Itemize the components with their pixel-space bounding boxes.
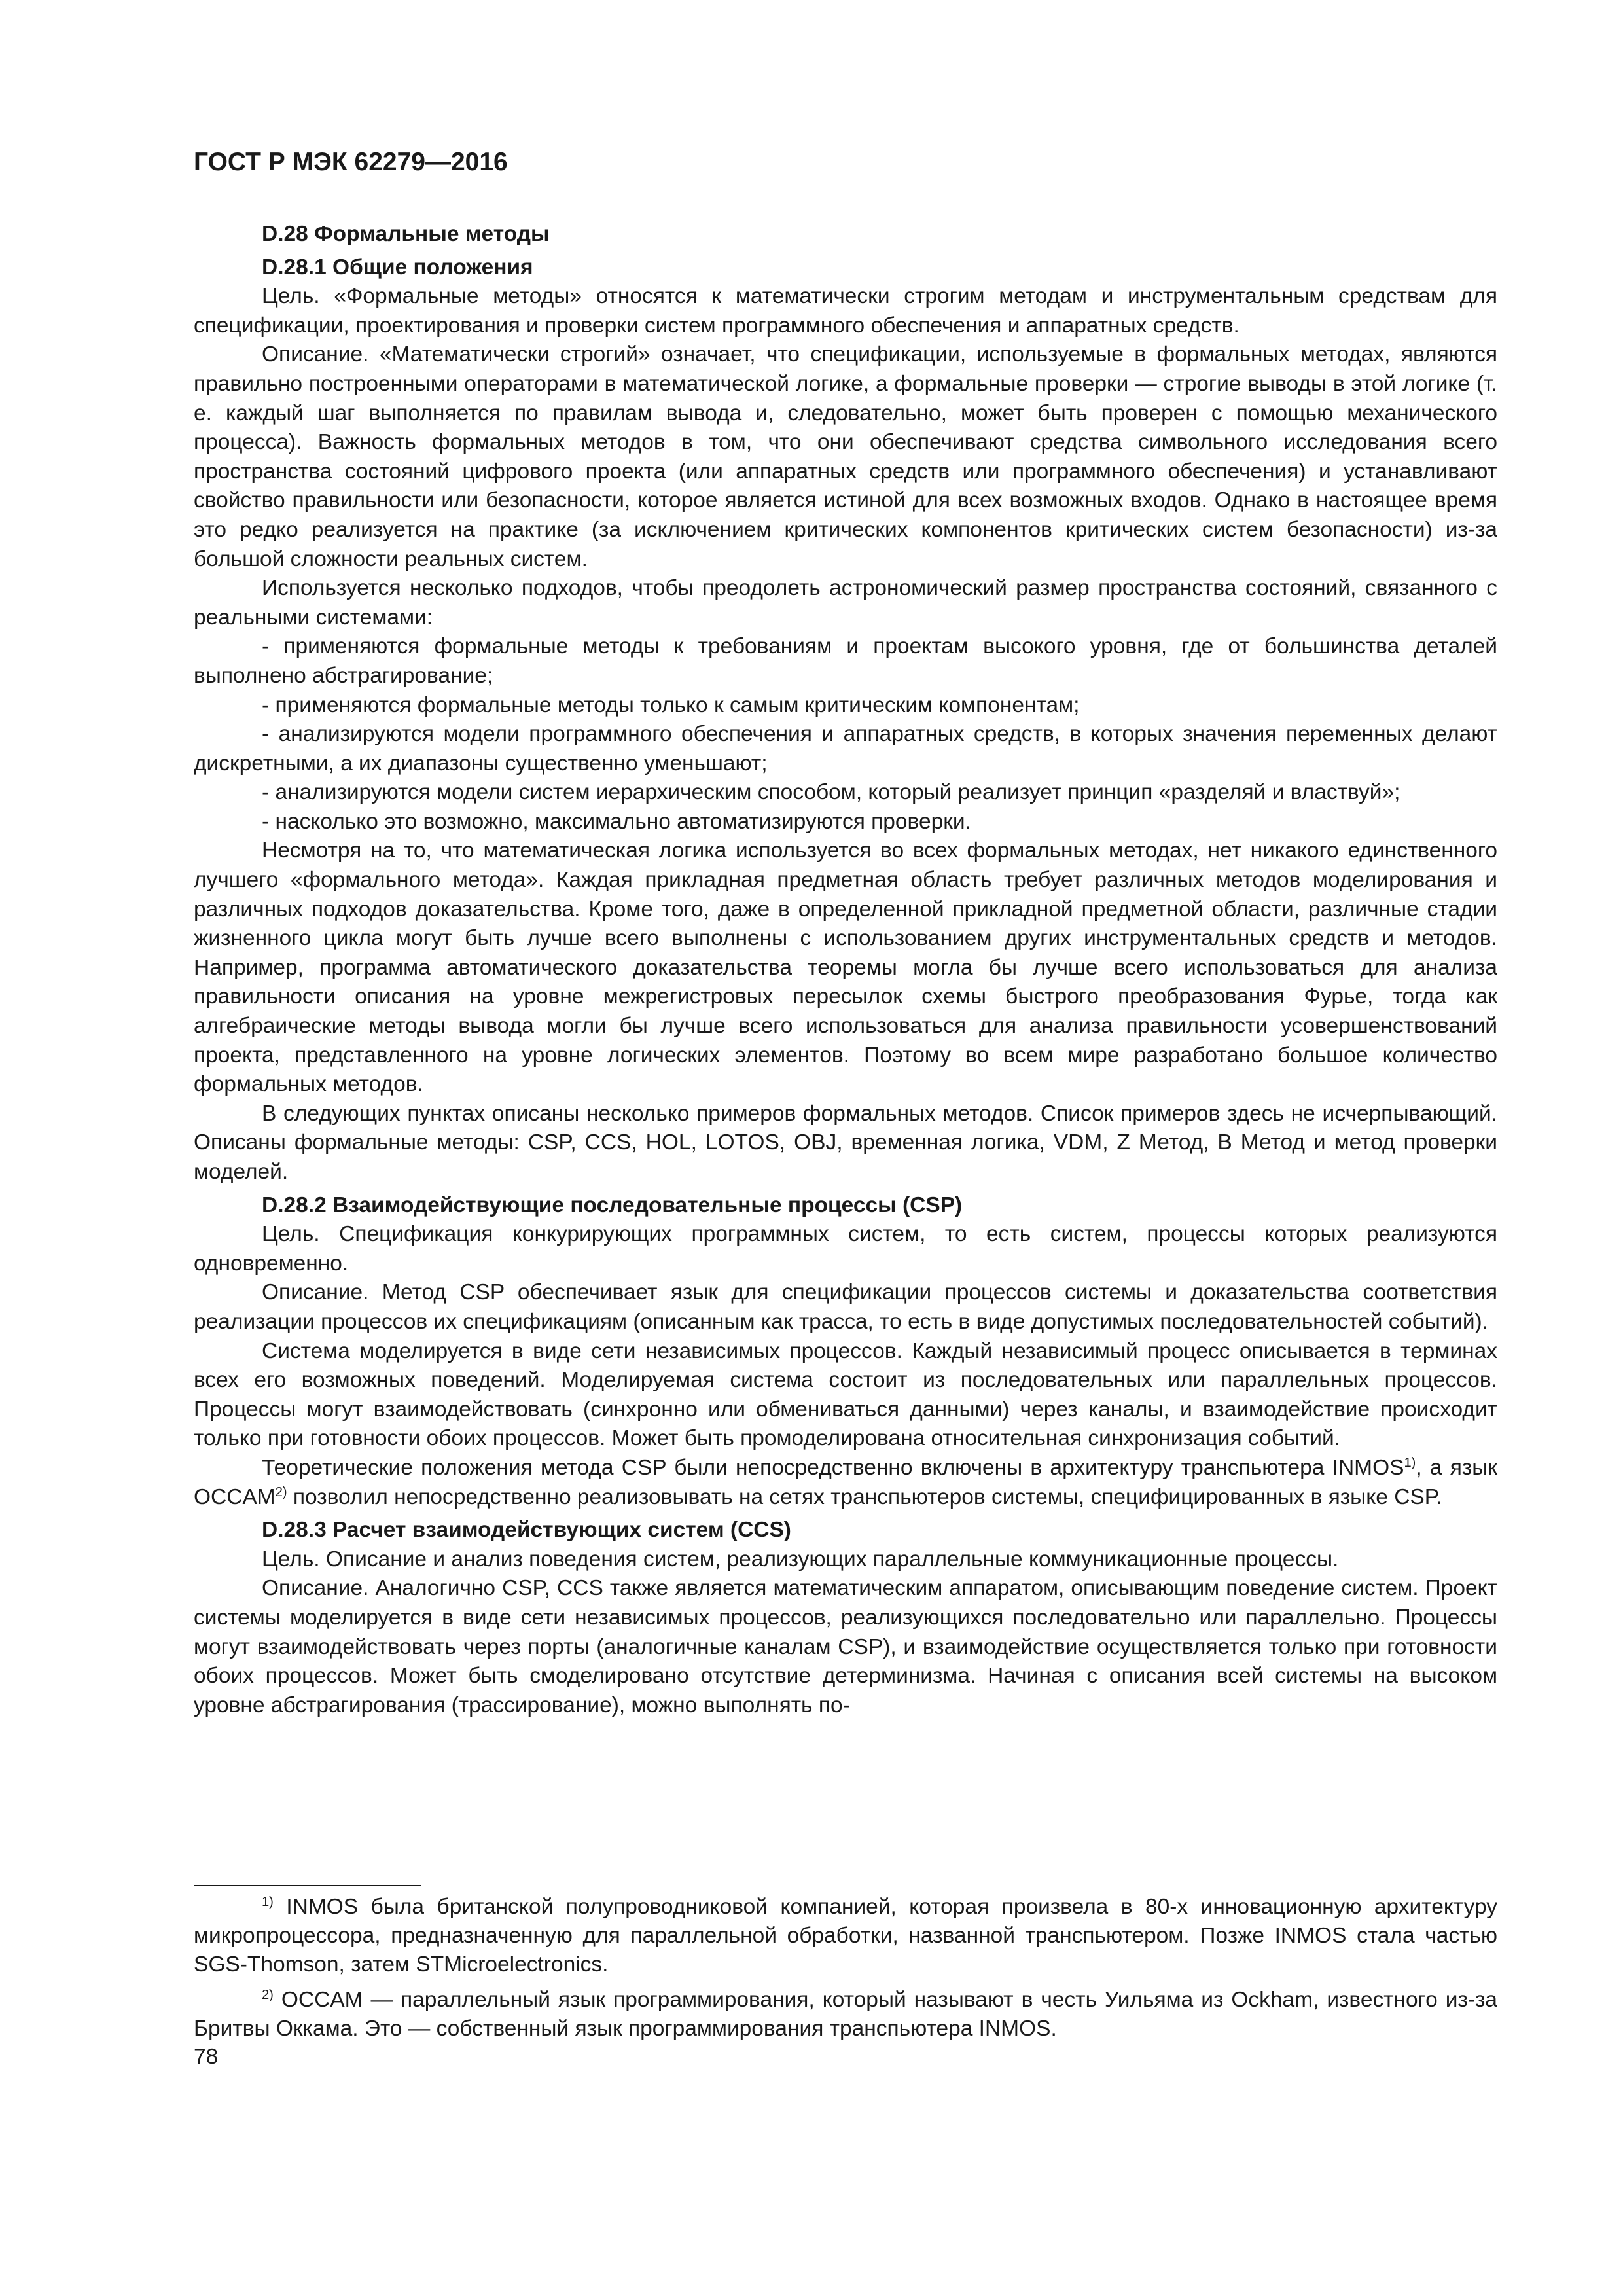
paragraph: Описание. «Математически строгий» означает, что спецификации, используемые в формальных методах, являются правильно построенными операторами в математической логике, а формальные проверки — строгие выводы в этой логике (т. е. каждый шаг выполняется по правилам вывода и, следовательно, может быть проверен с помощью механического процесса). Важность формальных методов в том, что они обеспечивают средства символьного исследования всего пространства состояний цифрового проекта (или аппаратных средств или программного обеспечения) и устанавливают свойство правильности или безопасности, которое является истиной для всех возможных входов. Однако в настоящее время это редко реализуется на практике (за исключением критических компонентов критических систем безопасности) из-за большой сложности реальных систем. (194, 342, 1497, 571)
paragraph: В следующих пунктах описаны несколько примеров формальных методов. Список примеров здесь не исчерпывающий. Описаны формальные методы: CSP, CCS, HOL, LOTOS, OBJ, временная логика, VDM, Z Метод, В Метод и метод проверки моделей. (194, 1101, 1497, 1184)
paragraph: Несмотря на то, что математическая логика используется во всех формальных методах, нет никакого единственного лучшего «формального метода». Каждая прикладная предметная область требует различных методов моделирования и различных подходов доказательства. Кроме того, даже в определенной прикладной предметной области, различные стадии жизненного цикла могут быть лучше всего выполнены с использованием других инструментальных средств и методов. Например, программа автоматического доказательства теоремы могла бы лучше всего использоваться для анализа правильности описания на уровне межрегистровых пересылок схемы быстрого преобразования Фурье, тогда как алгебраические методы вывода могли бы лучше всего использоваться для анализа правильности усовершенствований проекта, представленного на уровне логических элементов. Поэтому во всем мире разработано большое количество формальных методов. (194, 838, 1497, 1097)
paragraph-text: Теоретические положения метода CSP были непосредственно включены в архитектуру транспьютера INMOS (262, 1455, 1404, 1480)
list-item: - анализируются модели систем иерархическим способом, который реализует принцип «разделяй и властвуй»; (262, 780, 1400, 805)
paragraph: Цель. «Формальные методы» относятся к математически строгим методам и инструментальным средствам для спецификации, проектирования и проверки систем программного обеспечения и аппаратных средств. (194, 284, 1497, 338)
footnotes (194, 1893, 1497, 2050)
paragraph: Описание. Аналогично CSP, CCS также является математическим аппаратом, описывающим поведение систем. Проект системы моделируется в виде сети независимых процессов, реализующихся последовательно или параллельно. Процессы могут взаимодействовать через порты (аналогичные каналам CSP), и взаимодействие осуществляется только при готовности обоих процессов. Может быть смоделировано отсутствие детерминизма. Начиная с описания всей системы на высоком уровне абстрагирования (трассирование), можно выполнять по- (194, 1576, 1497, 1717)
main-content (194, 220, 1497, 1720)
paragraph: Используется несколько подходов, чтобы преодолеть астрономический размер пространства состояний, связанного с реальными системами: (194, 576, 1497, 630)
paragraph: Цель. Описание и анализ поведения систем, реализующих параллельные коммуникационные процессы. (262, 1547, 1339, 1571)
footnote-ref: 2) (275, 1484, 287, 1499)
page-number: 78 (194, 2045, 219, 2069)
footnote-text: OCCAM — параллельный язык программирования, который называют в честь Уильяма из Ockham, известного из-за Бритвы Оккама. Это — собственный язык программирования транспьютера INMOS. (194, 1988, 1497, 2041)
paragraph-text: , а язык OCCAM (194, 1455, 1497, 1509)
section-heading: D.28.3 Расчет взаимодействующих систем (CCS) (262, 1518, 791, 1543)
footnote-marker: 1) (262, 1894, 274, 1909)
footnote (194, 1893, 1497, 1979)
paragraph: Описание. Метод CSP обеспечивает язык для спецификации процессов системы и доказательства соответствия реализации процессов их спецификациям (описанным как трасса, то есть в виде допустимых последовательностей событий). (194, 1280, 1497, 1334)
footnote-marker: 2) (262, 1987, 274, 2002)
list-item: - применяются формальные методы только к самым критическим компонентам; (262, 692, 1080, 717)
footnote-text: INMOS была британской полупроводниковой компанией, которая произвела в 80-х инновационную архитектуру микропроцессора, предназначенную для параллельной обработки, названной транспьютером. Позже INMOS стала частью SGS-Thomson, затем STMicroelectronics. (194, 1895, 1497, 1977)
list-item: - анализируются модели программного обеспечения и аппаратных средств, в которых значения переменных делают дискретными, а их диапазоны существенно уменьшают; (194, 722, 1497, 776)
footnote-ref: 1) (1404, 1455, 1416, 1470)
section-heading: D.28.2 Взаимодействующие последовательные процессы (CSP) (262, 1193, 963, 1217)
footnote (194, 1986, 1497, 2043)
list-item: - насколько это возможно, максимально автоматизируются проверки. (262, 809, 971, 834)
paragraph: Цель. Спецификация конкурирующих программных систем, то есть систем, процессы которых реализуются одновременно. (194, 1222, 1497, 1276)
section-heading: D.28.1 Общие положения (262, 255, 533, 279)
document-code: ГОСТ Р МЭК 62279—2016 (194, 148, 508, 176)
paragraph: Система моделируется в виде сети независимых процессов. Каждый независимый процесс описывается в терминах всех его возможных поведений. Моделируемая система состоит из последовательных или параллельных процессов. Процессы могут взаимодействовать (синхронно или обмениваться данными) через каналы, и взаимодействие происходит только при готовности обоих процессов. Может быть промоделирована относительная синхронизация событий. (194, 1338, 1497, 1451)
paragraph (194, 1454, 1497, 1512)
paragraph-text: позволил непосредственно реализовывать на сетях транспьютеров системы, специфицированных в языке CSP. (287, 1484, 1443, 1509)
section-heading: D.28 Формальные методы (262, 222, 550, 246)
footnote-divider (194, 1885, 421, 1886)
list-item: - применяются формальные методы к требованиям и проектам высокого уровня, где от большинства деталей выполнено абстрагирование; (194, 634, 1497, 688)
